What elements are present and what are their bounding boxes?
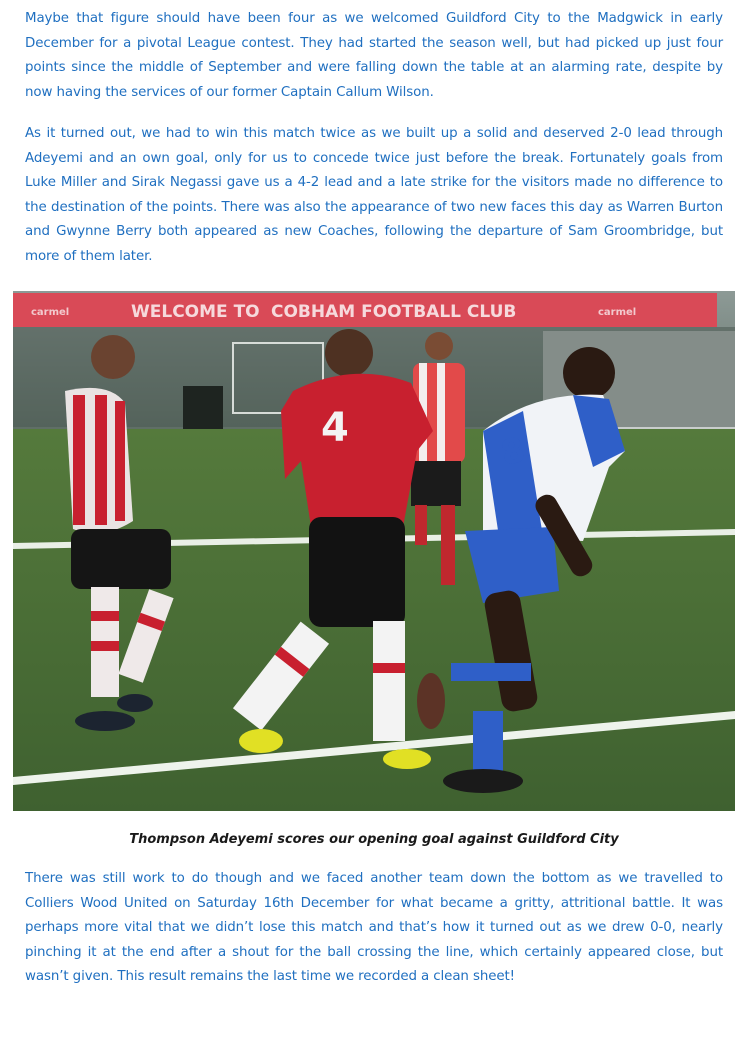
banner-welcome-text: WELCOME TO bbox=[131, 302, 260, 322]
banner-sponsor-right: carmel bbox=[598, 307, 637, 318]
match-photo bbox=[13, 291, 735, 811]
paragraph-3: There was still work to do though and we faced another team down the bottom as we travelled to Colliers Wood United on Saturday 16th December for what became a gritty, attritional battle. It was perhaps more vital that we didn’t lose this match and that’s how it turned out as we drew 0-0, nearly pinching it at the end after a shout for the ball crossing the line, which certainly appeared close, but wasn’t given. This result remains the last time we recorded a clean sheet! bbox=[25, 871, 723, 985]
banner-club-text: COBHAM FOOTBALL CLUB bbox=[271, 302, 517, 322]
shirt-number-red: 4 bbox=[321, 405, 349, 451]
shirt-number-blue: 8 bbox=[496, 429, 530, 475]
photo-caption: Thompson Adeyemi scores our opening goal against Guildford City bbox=[129, 832, 619, 847]
paragraph-2: As it turned out, we had to win this match twice as we built up a solid and deserved 2-0 lead through Adeyemi and an own goal, only for us to concede twice just before the break. Fortunately goals from Luke Miller and Sirak Negassi gave us a 4-2 lead and a late strike for the visitors made no difference to the destination of the points. There was also the appearance of two new faces this day as Warren Burton and Gwynne Berry both appeared as new Coaches, following the departure of Sam Groombridge, but more of them later. bbox=[25, 126, 723, 264]
paragraph-1: Maybe that figure should have been four as we welcomed Guildford City to the Madgwick in early December for a pivotal League contest. They had started the season well, but had picked up just four points since the middle of September and were falling down the table at an alarming rate, despite by now having the services of our former Captain Callum Wilson. bbox=[25, 11, 723, 100]
dugout-bin bbox=[183, 386, 223, 431]
banner-sponsor-left: carmel bbox=[31, 307, 70, 318]
match-photo-illustration bbox=[13, 291, 735, 811]
